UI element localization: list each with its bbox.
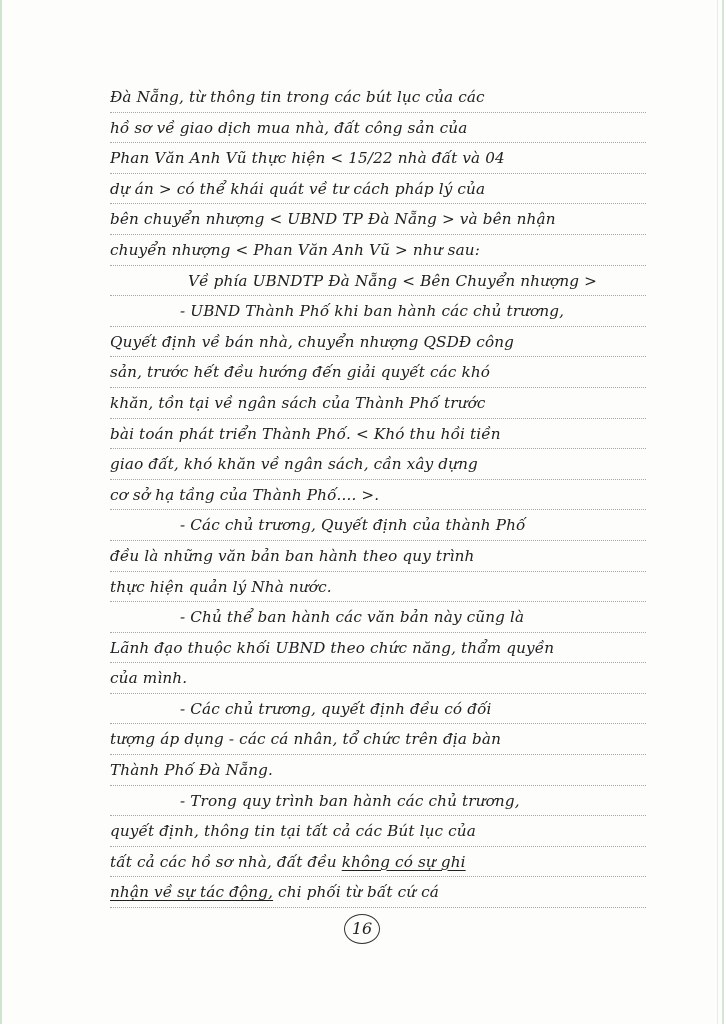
text-line-content <box>110 113 467 143</box>
text-line <box>110 755 646 786</box>
text-fragment: bên chuyển nhượng < UBND TP Đà Nẵng > và bên nhận <box>110 210 556 229</box>
text-line <box>110 388 646 419</box>
text-line <box>110 633 646 664</box>
text-line-content <box>110 786 520 816</box>
text-fragment: - Các chủ trương, Quyết định của thành Phố <box>180 516 526 535</box>
underlined-phrase: không có sự ghi <box>341 852 466 871</box>
text-line-content <box>110 694 492 724</box>
text-line-content <box>110 204 556 234</box>
text-line <box>110 82 646 113</box>
text-line-content <box>110 541 474 571</box>
text-line <box>110 143 646 174</box>
text-line <box>110 204 646 235</box>
text-line-content <box>110 724 501 754</box>
text-line-content <box>110 449 478 479</box>
scan-edge <box>717 0 718 1024</box>
text-line <box>110 235 646 266</box>
text-line <box>110 480 646 511</box>
text-line <box>110 816 646 847</box>
text-line <box>110 357 646 388</box>
text-line <box>110 541 646 572</box>
text-line <box>110 296 646 327</box>
text-line <box>110 510 646 541</box>
text-line-content <box>110 755 273 785</box>
text-fragment: cơ sở hạ tầng của Thành Phố.... >. <box>110 485 380 504</box>
text-fragment: Thành Phố Đà Nẵng. <box>110 761 273 780</box>
text-fragment: thực hiện quản lý Nhà nước. <box>110 577 332 596</box>
text-fragment: giao đất, khó khăn về ngân sách, cần xây dựng <box>110 455 478 474</box>
text-line <box>110 113 646 144</box>
text-line-content <box>110 602 524 632</box>
text-fragment: dự án > có thể khái quát về tư cách pháp lý của <box>110 179 486 198</box>
text-fragment: - UBND Thành Phố khi ban hành các chủ trương, <box>180 302 565 321</box>
text-line <box>110 724 646 755</box>
text-line-content <box>110 816 476 846</box>
text-line-content <box>110 174 485 204</box>
text-fragment: - Trong quy trình ban hành các chủ trương, <box>180 791 520 810</box>
text-fragment: Về phía UBNDTP Đà Nẵng < Bên Chuyển nhượng > <box>188 271 597 290</box>
text-line <box>110 327 646 358</box>
underlined-phrase: nhận về sự tác động, <box>110 883 274 902</box>
text-fragment: chi phối từ bất cứ cá <box>273 883 440 902</box>
text-line <box>110 572 646 603</box>
text-line <box>110 174 646 205</box>
handwritten-text-body <box>110 82 646 908</box>
text-fragment: Đà Nẵng, từ thông tin trong các bút lục của các <box>110 88 485 106</box>
text-line <box>110 663 646 694</box>
text-line <box>110 694 646 725</box>
text-fragment: bài toán phát triển Thành Phố. < Khó thu hồi tiền <box>110 424 501 443</box>
text-line <box>110 449 646 480</box>
text-fragment: tất cả các hồ sơ nhà, đất đều <box>110 852 342 871</box>
text-line-content <box>110 847 466 877</box>
text-line-content <box>110 357 490 387</box>
text-fragment: sản, trước hết đều hướng đến giải quyết các khó <box>110 363 491 382</box>
text-fragment: đều là những văn bản ban hành theo quy trình <box>110 546 475 565</box>
text-fragment: khăn, tồn tại về ngân sách của Thành Phố trước <box>110 393 486 412</box>
text-fragment: - Các chủ trương, quyết định đều có đối <box>180 699 492 718</box>
text-line-content <box>110 235 480 265</box>
text-line <box>110 266 646 297</box>
text-fragment: - Chủ thể ban hành các văn bản này cũng là <box>180 608 525 627</box>
text-line <box>110 786 646 817</box>
text-fragment: tượng áp dụng - các cá nhân, tổ chức trên địa bàn <box>110 730 502 749</box>
text-fragment: hồ sơ về giao dịch mua nhà, đất công sản của <box>110 118 468 137</box>
text-line <box>110 602 646 633</box>
text-line <box>110 419 646 450</box>
text-line-content <box>110 663 187 693</box>
text-line-content <box>110 877 439 907</box>
text-line-content <box>110 633 554 663</box>
text-fragment: quyết định, thông tin tại tất cả các Bút lục của <box>110 822 476 841</box>
text-line-content <box>110 82 485 112</box>
text-line-content <box>110 143 505 173</box>
text-line-content <box>110 480 379 510</box>
text-line <box>110 877 646 908</box>
text-fragment: Lãnh đạo thuộc khối UBND theo chức năng, thẩm quyền <box>110 638 555 657</box>
text-fragment: của mình. <box>110 669 188 688</box>
text-line-content <box>110 510 525 540</box>
text-line-content <box>110 419 501 449</box>
text-line-content <box>110 266 597 296</box>
text-fragment: Phan Văn Anh Vũ thực hiện < 15/22 nhà đất và 04 <box>110 149 505 168</box>
text-line-content <box>110 327 514 357</box>
text-line-content <box>110 296 564 326</box>
text-fragment: Quyết định về bán nhà, chuyển nhượng QSDĐ công <box>110 332 515 351</box>
text-fragment: chuyển nhượng < Phan Văn Anh Vũ > như sau: <box>110 240 480 259</box>
text-line-content <box>110 388 486 418</box>
text-line-content <box>110 572 332 602</box>
text-line <box>110 847 646 878</box>
page-number: 16 <box>344 914 380 944</box>
